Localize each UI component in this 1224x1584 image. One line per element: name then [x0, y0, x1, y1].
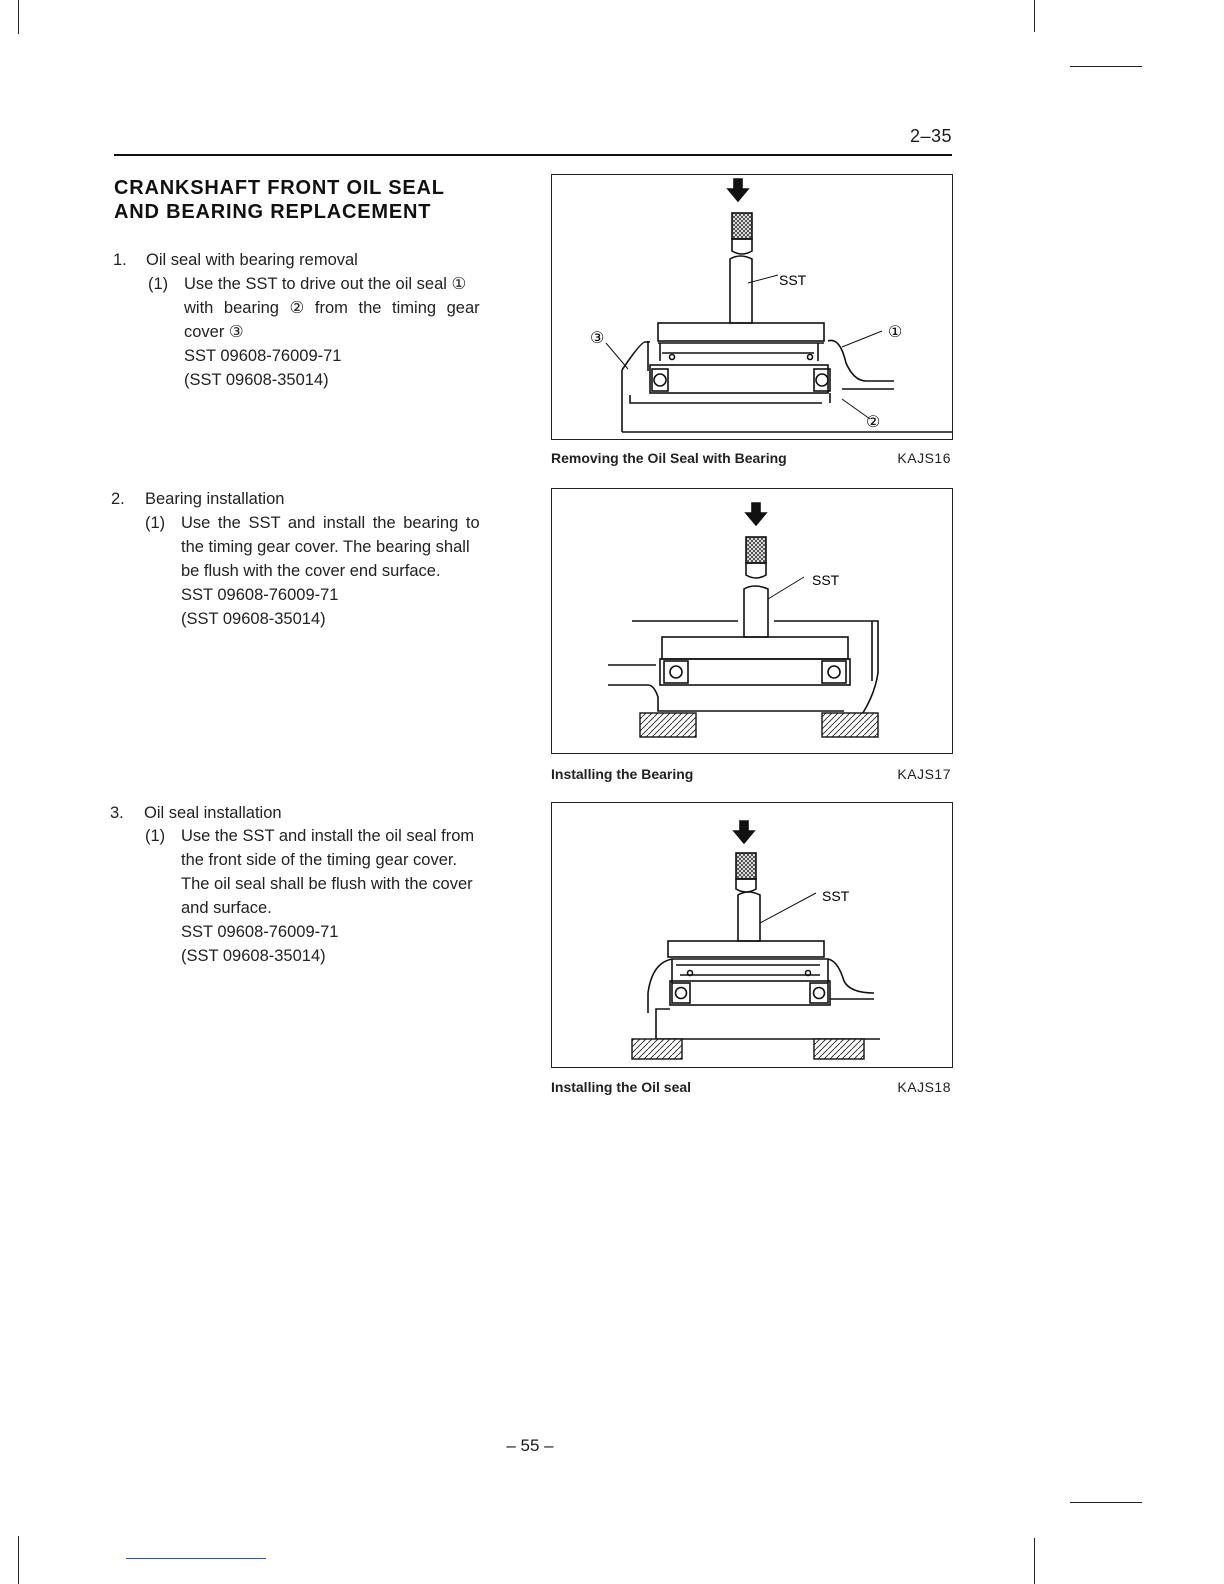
scan-mark — [1070, 1502, 1142, 1503]
substep-body — [181, 511, 501, 631]
callout-3: ③ — [590, 330, 605, 347]
section-title-line: AND BEARING REPLACEMENT — [114, 201, 432, 223]
caption-code: KAJS18 — [897, 1079, 951, 1095]
substep-line: SST 09608-76009-71 — [184, 347, 342, 365]
caption-code: KAJS16 — [897, 450, 951, 466]
caption-title: Removing the Oil Seal with Bearing — [551, 450, 787, 466]
section-title — [114, 176, 445, 224]
scan-mark — [1034, 1538, 1035, 1584]
scan-mark — [18, 0, 19, 34]
substep-line: Use the SST and install the bearing to — [181, 514, 480, 532]
substep-number: (1) — [145, 827, 166, 845]
step-heading: Bearing installation — [145, 490, 285, 508]
substep-number: (1) — [148, 275, 169, 293]
substep-line: cover ③ — [184, 323, 244, 341]
step-heading: Oil seal with bearing removal — [146, 251, 358, 269]
caption-title: Installing the Oil seal — [551, 1079, 692, 1095]
substep-line: SST 09608-76009-71 — [181, 586, 339, 604]
substep-line: (SST 09608-35014) — [181, 947, 326, 965]
scan-mark — [18, 1536, 19, 1584]
sst-label: SST — [822, 888, 850, 904]
substep-number: (1) — [145, 514, 166, 532]
substep-line: SST 09608-76009-71 — [181, 923, 339, 941]
scan-mark — [1034, 0, 1035, 32]
sst-label: SST — [779, 272, 807, 288]
figure-drawing — [552, 803, 952, 1067]
caption-title: Installing the Bearing — [551, 766, 694, 782]
figure-drawing — [552, 175, 952, 439]
callout-2: ② — [866, 414, 881, 431]
substep-line: with bearing ② from the timing gear — [184, 299, 480, 317]
page-number: 2–35 — [909, 126, 952, 146]
substep-body — [181, 824, 501, 968]
substep-line: the front side of the timing gear cover. — [181, 851, 458, 869]
callout-1: ① — [888, 324, 903, 341]
step-number: 1. — [113, 251, 127, 269]
step-number: 3. — [110, 804, 124, 822]
scan-mark — [1070, 66, 1142, 67]
substep-line: (SST 09608-35014) — [181, 610, 326, 628]
figure-removing-oil-seal — [551, 174, 953, 440]
figure-installing-bearing — [551, 488, 953, 754]
footer-page-number: – 55 – — [506, 1436, 554, 1455]
step-number: 2. — [111, 490, 125, 508]
figure-installing-oil-seal — [551, 802, 953, 1068]
header-rule — [114, 154, 952, 156]
substep-line: Use the SST to drive out the oil seal ① — [184, 275, 467, 293]
substep-line: Use the SST and install the oil seal from — [181, 827, 475, 845]
substep-line: the timing gear cover. The bearing shall — [181, 538, 470, 556]
substep-line: be flush with the cover end surface. — [181, 562, 441, 580]
underline-mark — [126, 1558, 266, 1559]
substep-line: (SST 09608-35014) — [184, 371, 329, 389]
substep-body — [184, 272, 504, 392]
caption-code: KAJS17 — [897, 766, 951, 782]
step-heading: Oil seal installation — [144, 804, 282, 822]
figure-drawing — [552, 489, 952, 753]
section-title-line: CRANKSHAFT FRONT OIL SEAL — [114, 177, 445, 199]
substep-line: The oil seal shall be flush with the cover — [181, 875, 473, 893]
sst-label: SST — [812, 572, 840, 588]
substep-line: and surface. — [181, 899, 272, 917]
